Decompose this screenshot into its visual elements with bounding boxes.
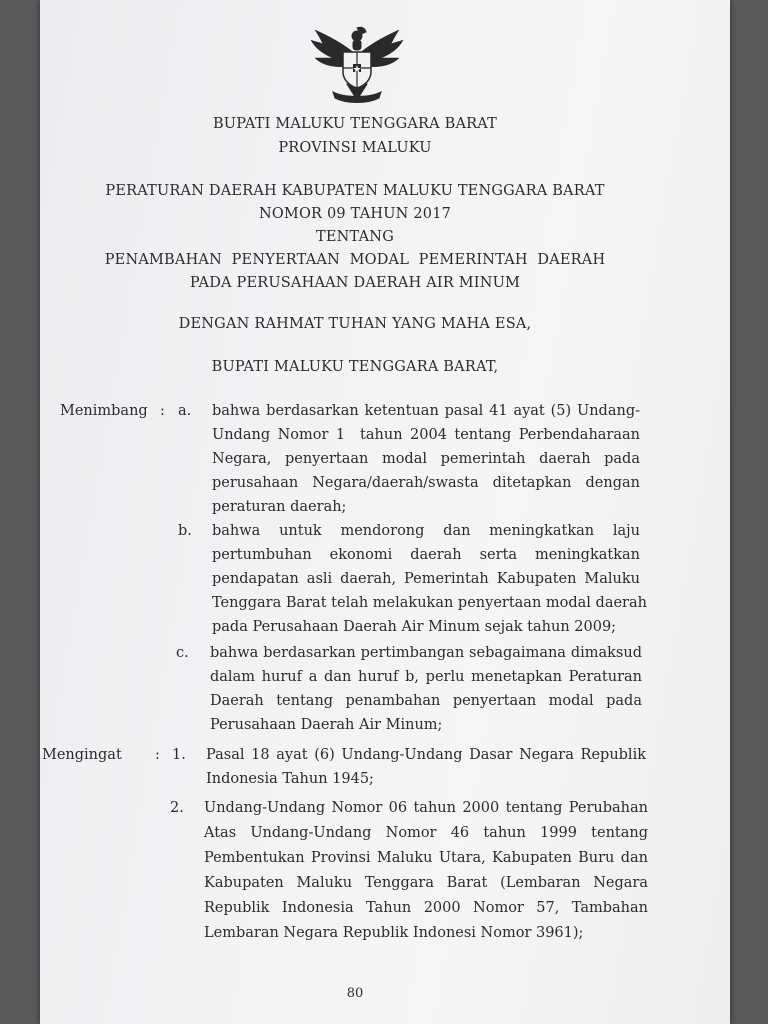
menimbang-a-line: Undang Nomor 1 tahun 2004 tentang Perbendaharaan	[212, 427, 640, 443]
menimbang-b-line: pertumbuhan ekonomi daerah serta meningkatkan	[212, 547, 640, 563]
mengingat-marker-1: 1.	[172, 747, 186, 763]
regulation-subject-line1: PENAMBAHAN PENYERTAAN MODAL PEMERINTAH DAERAH	[104, 252, 606, 268]
regulation-title: PERATURAN DAERAH KABUPATEN MALUKU TENGGARA BARAT	[105, 183, 605, 199]
mengingat-1-line: Pasal 18 ayat (6) Undang-Undang Dasar Negara Republik	[206, 747, 646, 763]
regulation-subject-line2: PADA PERUSAHAAN DAERAH AIR MINUM	[189, 275, 521, 291]
mengingat-2-line: Undang-Undang Nomor 06 tahun 2000 tentang Perubahan	[204, 800, 648, 816]
menimbang-label: Menimbang	[60, 403, 148, 419]
mengingat-1-line: Indonesia Tahun 1945;	[206, 771, 374, 787]
mengingat-2-line: Lembaran Negara Republik Indonesi Nomor 3961);	[204, 925, 584, 941]
menimbang-c-line: Daerah tentang penambahan penyertaan modal pada	[210, 693, 642, 709]
mengingat-marker-2: 2.	[170, 800, 184, 816]
menimbang-marker-a: a.	[178, 403, 192, 419]
mengingat-colon: :	[155, 747, 160, 763]
menimbang-c-line: Perusahaan Daerah Air Minum;	[210, 717, 443, 733]
garuda-emblem-icon	[309, 22, 405, 106]
header-regent-title: BUPATI MALUKU TENGGARA BARAT	[212, 116, 498, 132]
menimbang-marker-c: c.	[176, 645, 189, 661]
mengingat-2-line: Kabupaten Maluku Tenggara Barat (Lembaran Negara	[204, 875, 648, 891]
menimbang-c-line: bahwa berdasarkan pertimbangan sebagaimana dimaksud	[210, 645, 642, 661]
menimbang-a-line: peraturan daerah;	[212, 499, 347, 515]
menimbang-a-line: perusahaan Negara/daerah/swasta ditetapkan dengan	[212, 475, 640, 491]
mengingat-2-line: Atas Undang-Undang Nomor 46 tahun 1999 tentang	[204, 825, 648, 841]
menimbang-marker-b: b.	[178, 523, 192, 539]
menimbang-a-line: bahwa berdasarkan ketentuan pasal 41 ayat (5) Undang-	[212, 403, 640, 419]
menimbang-b-line: bahwa untuk mendorong dan meningkatkan laju	[212, 523, 640, 539]
header-province: PROVINSI MALUKU	[278, 140, 432, 156]
mengingat-label: Mengingat	[42, 747, 122, 763]
regulation-number: NOMOR 09 TAHUN 2017	[258, 206, 452, 222]
regulation-about: TENTANG	[316, 229, 394, 245]
menimbang-b-line: Tenggara Barat telah melakukan penyertaan modal daerah	[212, 595, 647, 611]
mengingat-2-line: Republik Indonesia Tahun 2000 Nomor 57, Tambahan	[204, 900, 648, 916]
menimbang-a-line: Negara, penyertaan modal pemerintah daerah pada	[212, 451, 640, 467]
menimbang-b-line: pendapatan asli daerah, Pemerintah Kabupaten Maluku	[212, 571, 640, 587]
preamble-invocation: DENGAN RAHMAT TUHAN YANG MAHA ESA,	[178, 316, 532, 332]
menimbang-b-line: pada Perusahaan Daerah Air Minum sejak tahun 2009;	[212, 619, 617, 635]
menimbang-c-line: dalam huruf a dan huruf b, perlu menetapkan Peraturan	[210, 669, 642, 685]
page-number: 80	[346, 986, 364, 1001]
mengingat-2-line: Pembentukan Provinsi Maluku Utara, Kabupaten Buru dan	[204, 850, 648, 866]
preamble-regent: BUPATI MALUKU TENGGARA BARAT,	[211, 359, 499, 375]
menimbang-colon: :	[160, 403, 165, 419]
